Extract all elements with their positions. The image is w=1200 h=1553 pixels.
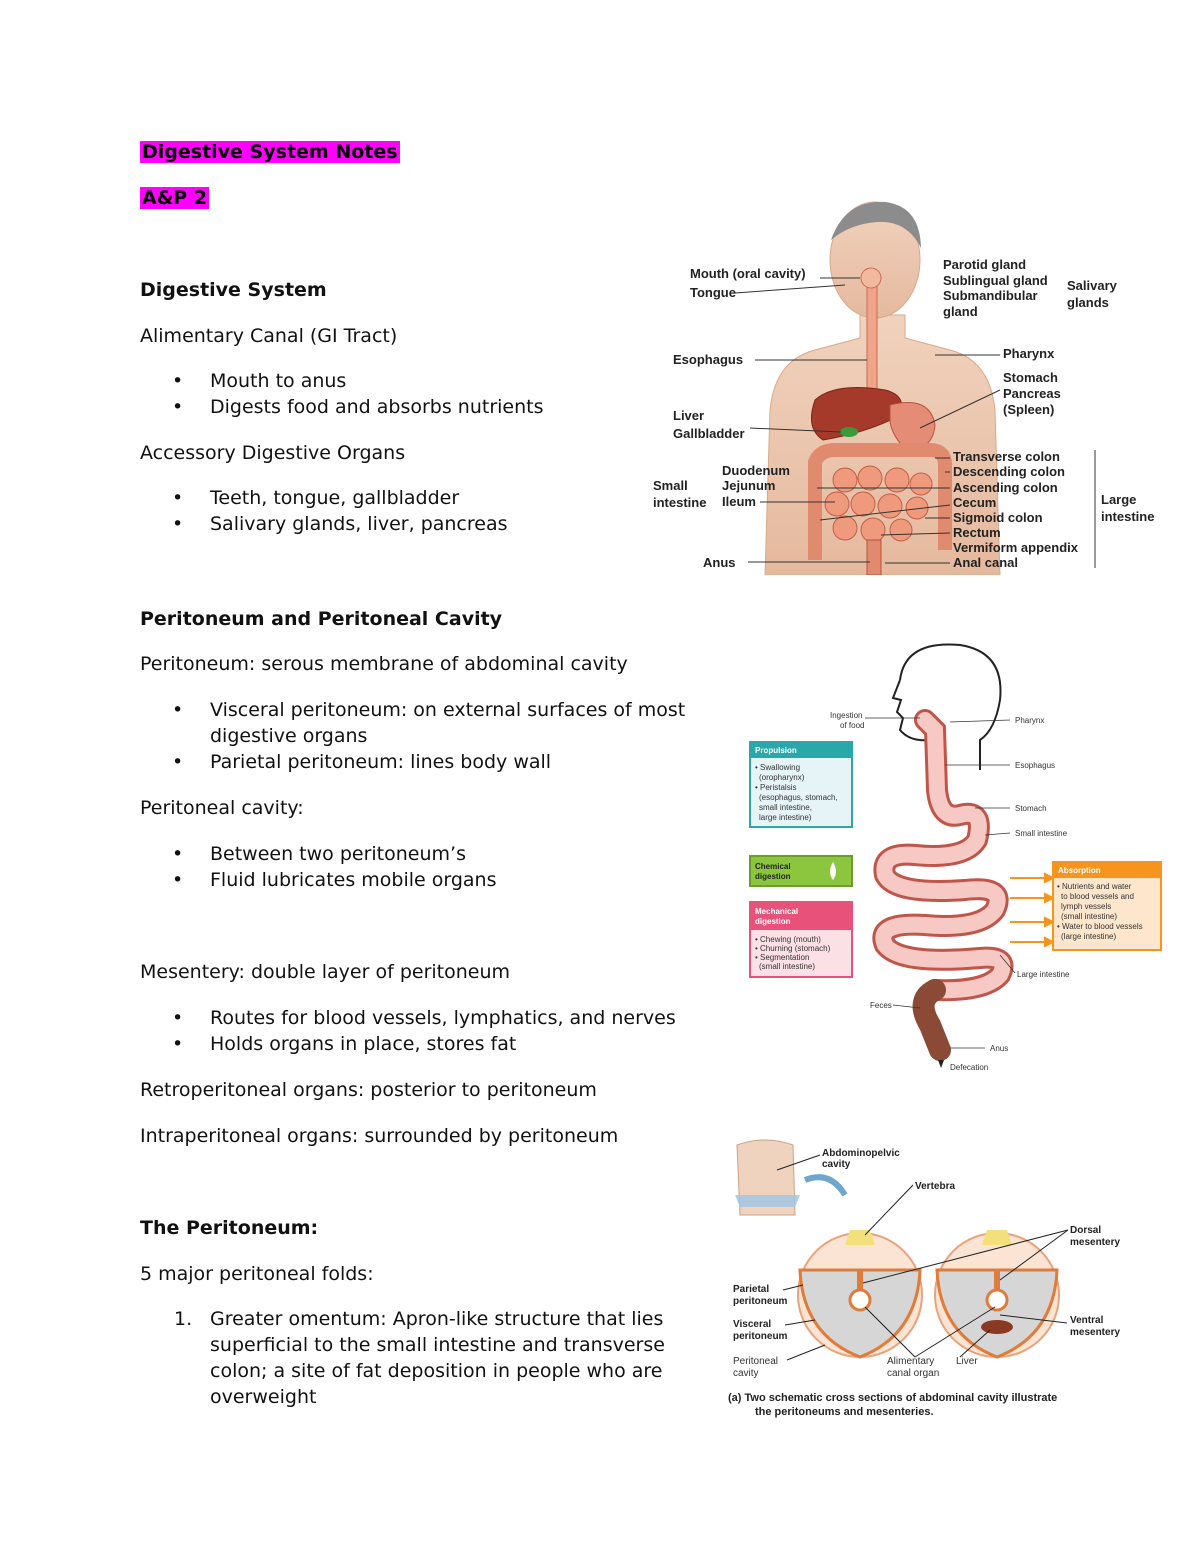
fold-text: Greater omentum: Apron-like structure that lies superficial to the small intestine and transverse colon; a site of fat deposition in people who are overweight bbox=[210, 1308, 665, 1408]
cavity-list bbox=[140, 841, 700, 893]
document-title: Digestive System Notes bbox=[142, 141, 398, 163]
label-visceral: Visceral bbox=[733, 1319, 772, 1330]
label-esophagus: Esophagus bbox=[673, 352, 744, 367]
label-cavity: cavity bbox=[822, 1159, 851, 1170]
label-ventral-mesentery: mesentery bbox=[1070, 1327, 1121, 1338]
label-pharynx: Pharynx bbox=[1003, 346, 1055, 361]
cross-section-left bbox=[798, 1230, 922, 1357]
label-dorsal-mesentery: mesentery bbox=[1070, 1237, 1121, 1248]
label-liver: Liver bbox=[956, 1356, 978, 1367]
absorption-item: • Water to blood vessels bbox=[1057, 922, 1143, 931]
intraperitoneal-text: Intraperitoneal organs: surrounded by peritoneum bbox=[140, 1125, 619, 1147]
label-ingestion: Ingestion bbox=[830, 711, 863, 720]
label-duodenum: Duodenum bbox=[722, 463, 790, 478]
document-subtitle-block bbox=[140, 187, 209, 209]
mechanical-title-2: digestion bbox=[755, 917, 791, 926]
mechanical-item: • Chewing (mouth) bbox=[755, 935, 821, 944]
list-item: • Holds organs in place, stores fat bbox=[140, 1031, 720, 1057]
label-gallbladder: Gallbladder bbox=[673, 426, 745, 441]
label-descending-colon: Descending colon bbox=[953, 464, 1065, 479]
label-peritoneal-cavity: cavity bbox=[733, 1368, 759, 1379]
label-pancreas: Pancreas bbox=[1003, 386, 1061, 401]
label-parietal: Parietal bbox=[733, 1284, 770, 1295]
propulsion-box bbox=[750, 742, 852, 827]
label-small-intestine: Small intestine bbox=[1015, 829, 1068, 838]
section-heading-the-peritoneum: The Peritoneum: bbox=[140, 1217, 319, 1239]
label-appendix: Vermiform appendix bbox=[953, 540, 1078, 555]
absorption-item: lymph vessels bbox=[1061, 902, 1112, 911]
label-small: Small bbox=[653, 478, 688, 493]
label-transverse-colon: Transverse colon bbox=[953, 449, 1060, 464]
cross-section-right bbox=[935, 1230, 1059, 1357]
label-rectum: Rectum bbox=[953, 525, 1001, 540]
mechanical-item: (small intestine) bbox=[759, 962, 816, 971]
list-item: • Visceral peritoneum: on external surfaces of most digestive organs bbox=[140, 697, 720, 749]
mechanical-item: • Churning (stomach) bbox=[755, 944, 831, 953]
digestive-tract bbox=[883, 720, 1002, 1050]
propulsion-title: Propulsion bbox=[755, 746, 797, 755]
folds-list bbox=[140, 1306, 700, 1410]
label-tongue: Tongue bbox=[690, 285, 736, 300]
absorption-item: • Nutrients and water bbox=[1057, 882, 1132, 891]
label-feces: Feces bbox=[870, 1001, 892, 1010]
label-glands: glands bbox=[1067, 295, 1109, 310]
label-salivary: Salivary bbox=[1067, 278, 1117, 293]
label-alimentary: Alimentary bbox=[887, 1356, 935, 1367]
label-parotid: Parotid gland bbox=[943, 257, 1027, 272]
label-ascending-colon: Ascending colon bbox=[953, 480, 1058, 495]
head-outline bbox=[893, 644, 1001, 770]
label-abdominopelvic: Abdominopelvic bbox=[822, 1148, 900, 1159]
propulsion-item: (oropharynx) bbox=[759, 773, 805, 782]
absorption-item: to blood vessels and bbox=[1061, 892, 1134, 901]
document-subtitle: A&P 2 bbox=[142, 187, 208, 209]
label-cecum: Cecum bbox=[953, 495, 997, 510]
absorption-item: (small intestine) bbox=[1061, 912, 1118, 921]
list-number: 1. bbox=[174, 1308, 193, 1330]
label-anal-canal: Anal canal bbox=[953, 555, 1019, 570]
peritoneum-definition: Peritoneum: serous membrane of abdominal cavity bbox=[140, 653, 628, 675]
chemical-digestion-box bbox=[750, 856, 852, 886]
figure-digestive-anatomy bbox=[645, 200, 1165, 575]
chemical-title: Chemical bbox=[755, 862, 791, 871]
list-item: • Salivary glands, liver, pancreas bbox=[140, 511, 700, 537]
mesentery-list bbox=[140, 1005, 720, 1057]
label-sigmoid-colon: Sigmoid colon bbox=[953, 510, 1043, 525]
document-title-block bbox=[140, 141, 400, 163]
alimentary-canal-label: Alimentary Canal (GI Tract) bbox=[140, 325, 398, 347]
list-item: • Between two peritoneum’s bbox=[140, 841, 700, 867]
list-item: • Parietal peritoneum: lines body wall bbox=[140, 749, 720, 775]
arrow-icon bbox=[805, 1177, 845, 1195]
retroperitoneal-text: Retroperitoneal organs: posterior to peritoneum bbox=[140, 1079, 597, 1101]
label-stomach: Stomach bbox=[1015, 804, 1047, 813]
label-esophagus: Esophagus bbox=[1015, 761, 1056, 770]
figure-digestive-processes bbox=[745, 640, 1165, 1080]
absorption-box bbox=[1053, 862, 1161, 950]
propulsion-item: • Peristalsis bbox=[755, 783, 797, 792]
list-item: • Mouth to anus bbox=[140, 368, 700, 394]
accessory-list bbox=[140, 485, 700, 537]
list-item: • Teeth, tongue, gallbladder bbox=[140, 485, 700, 511]
folds-label: 5 major peritoneal folds: bbox=[140, 1263, 374, 1285]
label-vertebra: Vertebra bbox=[915, 1181, 956, 1192]
label-sublingual: Sublingual gland bbox=[943, 273, 1048, 288]
propulsion-item: small intestine, bbox=[759, 803, 812, 812]
label-large-intestine: intestine bbox=[1101, 509, 1155, 524]
section-heading-digestive-system: Digestive System bbox=[140, 279, 327, 301]
alimentary-list bbox=[140, 368, 700, 420]
peritoneum-list bbox=[140, 697, 720, 775]
label-intestine: intestine bbox=[653, 495, 707, 510]
propulsion-item: (esophagus, stomach, bbox=[759, 793, 838, 802]
accessory-organs-label: Accessory Digestive Organs bbox=[140, 442, 406, 464]
label-gland: gland bbox=[943, 304, 978, 319]
list-item: • Routes for blood vessels, lymphatics, and nerves bbox=[140, 1005, 720, 1031]
mechanical-item: • Segmentation bbox=[755, 953, 810, 962]
propulsion-item: large intestine) bbox=[759, 813, 812, 822]
label-large: Large bbox=[1101, 492, 1137, 507]
label-of-food: of food bbox=[840, 721, 865, 730]
label-anus: Anus bbox=[703, 555, 736, 570]
propulsion-item: • Swallowing bbox=[755, 763, 801, 772]
list-item: • Digests food and absorbs nutrients bbox=[140, 394, 700, 420]
absorption-item: (large intestine) bbox=[1061, 932, 1117, 941]
peritoneal-cavity-label: Peritoneal cavity: bbox=[140, 797, 304, 819]
label-jejunum: Jejunum bbox=[722, 478, 776, 493]
mechanical-title: Mechanical bbox=[755, 907, 799, 916]
section-heading-peritoneum: Peritoneum and Peritoneal Cavity bbox=[140, 608, 503, 630]
absorption-title: Absorption bbox=[1058, 866, 1101, 875]
label-mouth: Mouth (oral cavity) bbox=[690, 266, 806, 281]
label-parietal-peritoneum: peritoneum bbox=[733, 1296, 788, 1307]
label-visceral-peritoneum: peritoneum bbox=[733, 1331, 788, 1342]
list-item: • Fluid lubricates mobile organs bbox=[140, 867, 700, 893]
chemical-title-2: digestion bbox=[755, 872, 791, 881]
mesentery-definition: Mesentery: double layer of peritoneum bbox=[140, 961, 511, 983]
figure3-caption-line1: (a) Two schematic cross sections of abdominal cavity illustrate bbox=[728, 1392, 1058, 1404]
label-anus: Anus bbox=[990, 1044, 1009, 1053]
mechanical-digestion-box bbox=[750, 902, 852, 977]
figure3-caption-line2: the peritoneums and mesenteries. bbox=[755, 1406, 934, 1418]
label-dorsal: Dorsal bbox=[1070, 1225, 1102, 1236]
label-stomach: Stomach bbox=[1003, 370, 1058, 385]
label-defecation: Defecation bbox=[950, 1063, 989, 1072]
absorption-arrows bbox=[1010, 874, 1053, 946]
label-canal-organ: canal organ bbox=[887, 1368, 940, 1379]
label-ileum: Ileum bbox=[722, 494, 756, 509]
label-spleen: (Spleen) bbox=[1003, 402, 1055, 417]
label-large-intestine: Large intestine bbox=[1017, 970, 1070, 979]
figure-peritoneum-cross-sections bbox=[725, 1135, 1165, 1425]
label-pharynx: Pharynx bbox=[1015, 716, 1045, 725]
label-ventral: Ventral bbox=[1070, 1315, 1104, 1326]
list-item bbox=[140, 1306, 700, 1410]
label-peritoneal: Peritoneal bbox=[733, 1356, 779, 1367]
torso-thumbnail bbox=[735, 1140, 800, 1215]
label-submandibular: Submandibular bbox=[943, 288, 1038, 303]
label-liver: Liver bbox=[673, 408, 705, 423]
